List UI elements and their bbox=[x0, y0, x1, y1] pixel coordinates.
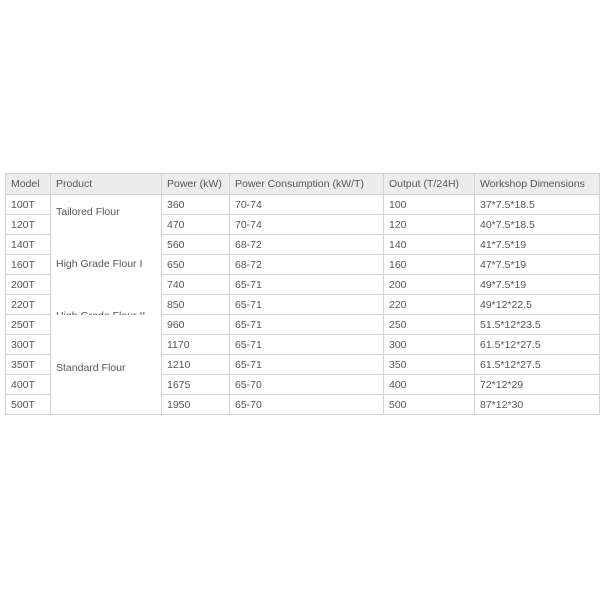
cell-model: 140T bbox=[6, 235, 51, 255]
cell-dimensions: 41*7.5*19 bbox=[475, 235, 600, 255]
product-cell bbox=[51, 355, 162, 375]
header-workshop-dimensions: Workshop Dimensions bbox=[475, 174, 600, 195]
cell-dimensions: 72*12*29 bbox=[475, 375, 600, 395]
product-cell bbox=[51, 295, 162, 315]
product-label: Standard Flour bbox=[56, 361, 126, 374]
cell-dimensions: 40*7.5*18.5 bbox=[475, 215, 600, 235]
cell-consumption: 65-71 bbox=[230, 315, 384, 335]
table-row bbox=[6, 255, 600, 275]
cell-model: 200T bbox=[6, 275, 51, 295]
cell-output: 250 bbox=[384, 315, 475, 335]
table-row bbox=[6, 375, 600, 395]
cell-model: 160T bbox=[6, 255, 51, 275]
table-row bbox=[6, 215, 600, 235]
cell-consumption: 65-71 bbox=[230, 335, 384, 355]
cell-consumption: 68-72 bbox=[230, 255, 384, 275]
cell-power: 360 bbox=[162, 195, 230, 215]
table-header-row bbox=[6, 174, 600, 195]
cell-output: 220 bbox=[384, 295, 475, 315]
cell-output: 100 bbox=[384, 195, 475, 215]
cell-model: 120T bbox=[6, 215, 51, 235]
cell-output: 400 bbox=[384, 375, 475, 395]
cell-output: 300 bbox=[384, 335, 475, 355]
cell-consumption: 70-74 bbox=[230, 195, 384, 215]
cell-power: 470 bbox=[162, 215, 230, 235]
cell-dimensions: 49*12*22.5 bbox=[475, 295, 600, 315]
cell-power: 740 bbox=[162, 275, 230, 295]
cell-output: 120 bbox=[384, 215, 475, 235]
cell-output: 350 bbox=[384, 355, 475, 375]
header-power-consumption: Power Consumption (kW/T) bbox=[230, 174, 384, 195]
cell-dimensions: 37*7.5*18.5 bbox=[475, 195, 600, 215]
cell-power: 650 bbox=[162, 255, 230, 275]
cell-dimensions: 49*7.5*19 bbox=[475, 275, 600, 295]
cell-output: 200 bbox=[384, 275, 475, 295]
product-cell bbox=[51, 205, 162, 235]
cell-consumption: 65-71 bbox=[230, 295, 384, 315]
product-cell bbox=[51, 335, 162, 355]
cell-model: 220T bbox=[6, 295, 51, 315]
cell-dimensions: 51.5*12*23.5 bbox=[475, 315, 600, 335]
cell-power: 1170 bbox=[162, 335, 230, 355]
cell-model: 350T bbox=[6, 355, 51, 375]
cell-consumption: 65-70 bbox=[230, 395, 384, 415]
cell-output: 140 bbox=[384, 235, 475, 255]
header-output: Output (T/24H) bbox=[384, 174, 475, 195]
cell-consumption: 65-71 bbox=[230, 355, 384, 375]
product-cell bbox=[51, 255, 162, 275]
cell-dimensions: 61.5*12*27.5 bbox=[475, 355, 600, 375]
table-row bbox=[6, 335, 600, 355]
product-cell bbox=[51, 315, 162, 335]
table-row bbox=[6, 295, 600, 315]
product-cell bbox=[51, 375, 162, 395]
cell-model: 400T bbox=[6, 375, 51, 395]
cell-dimensions: 87*12*30 bbox=[475, 395, 600, 415]
cell-model: 250T bbox=[6, 315, 51, 335]
cell-consumption: 70-74 bbox=[230, 215, 384, 235]
cell-dimensions: 61.5*12*27.5 bbox=[475, 335, 600, 355]
header-power: Power (kW) bbox=[162, 174, 230, 195]
cell-model: 100T bbox=[6, 195, 51, 215]
table-row bbox=[6, 275, 600, 295]
product-cell bbox=[51, 395, 162, 415]
header-model: Model bbox=[6, 174, 51, 195]
table-row bbox=[6, 395, 600, 415]
header-product: Product bbox=[51, 174, 162, 195]
table-row bbox=[6, 235, 600, 255]
cell-consumption: 65-70 bbox=[230, 375, 384, 395]
cell-power: 560 bbox=[162, 235, 230, 255]
cell-consumption: 68-72 bbox=[230, 235, 384, 255]
cell-output: 500 bbox=[384, 395, 475, 415]
product-label: Tailored Flour bbox=[56, 205, 120, 218]
spec-table-container bbox=[5, 173, 599, 415]
cell-output: 160 bbox=[384, 255, 475, 275]
spec-table bbox=[5, 173, 600, 415]
product-label: High Grade Flour I bbox=[56, 257, 143, 270]
cell-consumption: 65-71 bbox=[230, 275, 384, 295]
cell-power: 1210 bbox=[162, 355, 230, 375]
cell-dimensions: 47*7.5*19 bbox=[475, 255, 600, 275]
cell-model: 500T bbox=[6, 395, 51, 415]
cell-power: 1950 bbox=[162, 395, 230, 415]
cell-power: 850 bbox=[162, 295, 230, 315]
cell-model: 300T bbox=[6, 335, 51, 355]
product-cell bbox=[51, 275, 162, 295]
table-row bbox=[6, 355, 600, 375]
product-cell bbox=[51, 235, 162, 255]
cell-power: 1675 bbox=[162, 375, 230, 395]
cell-power: 960 bbox=[162, 315, 230, 335]
table-row bbox=[6, 315, 600, 335]
